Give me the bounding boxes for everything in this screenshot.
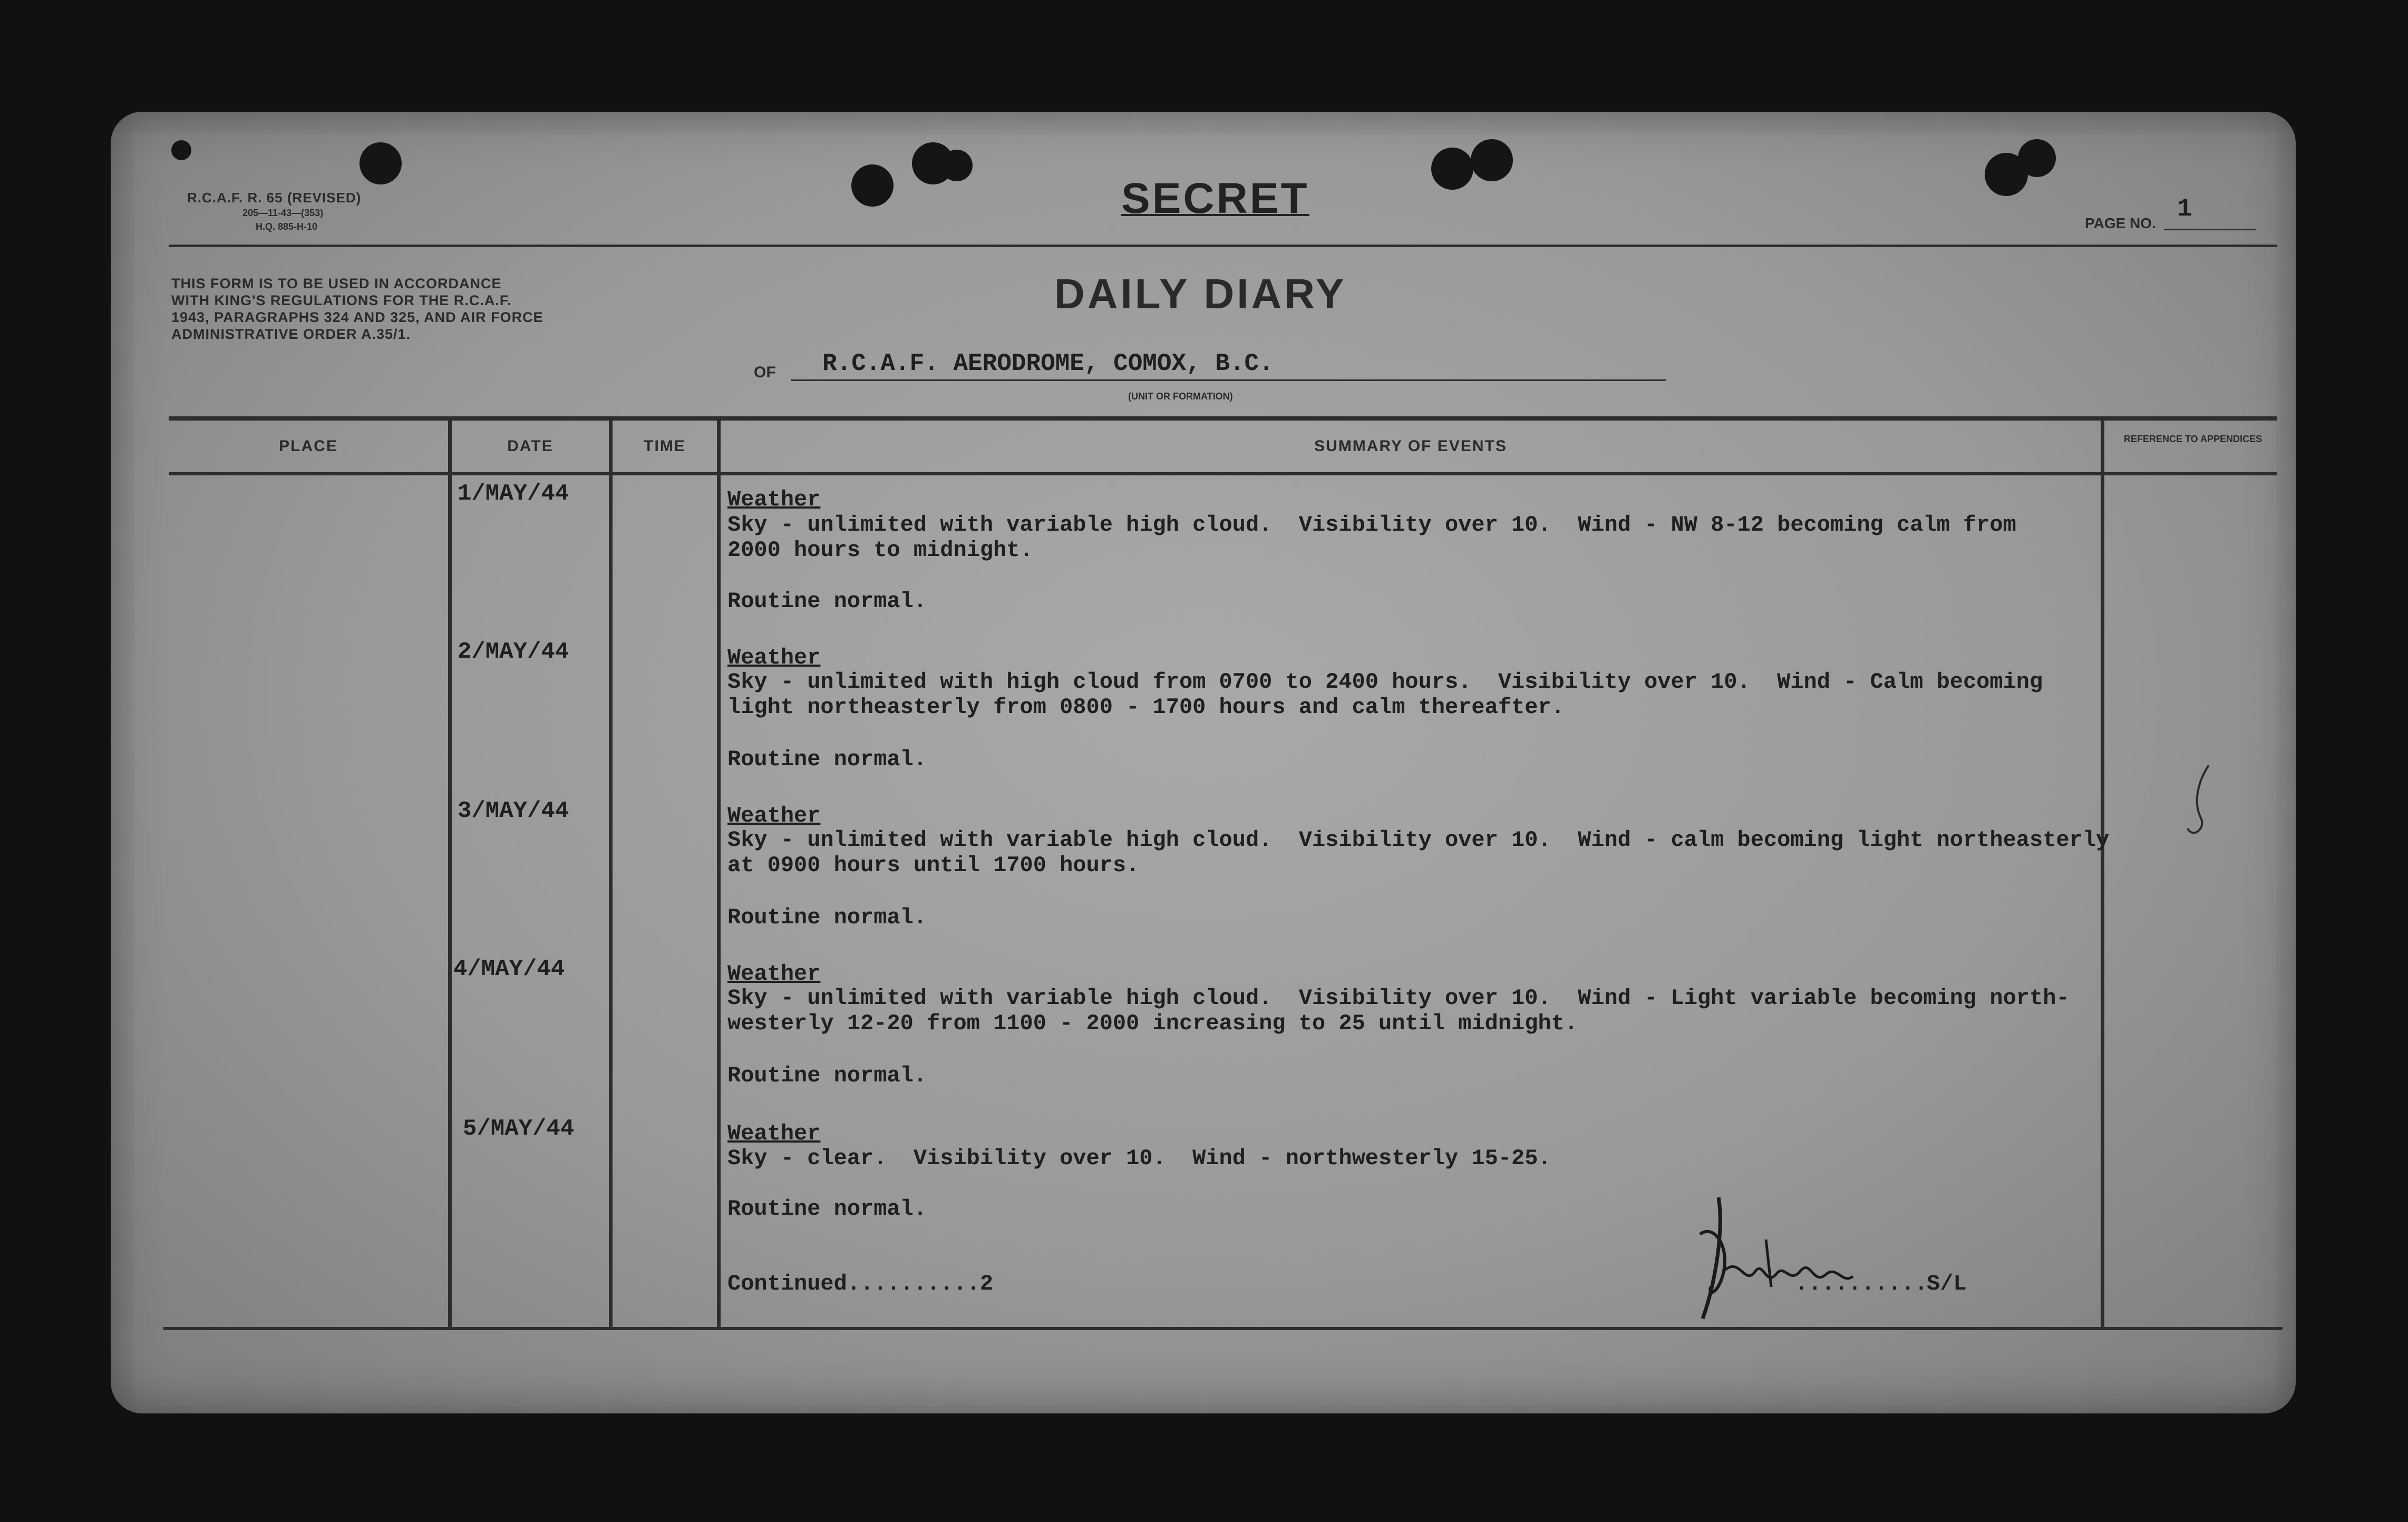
table-top-rule: [169, 416, 2277, 421]
unit-underline: [791, 379, 1666, 381]
entry-heading: Weather: [727, 645, 821, 670]
punch-hole: [1431, 148, 1473, 190]
punch-hole: [360, 142, 402, 184]
column-header-date: DATE: [507, 437, 554, 455]
entry-line: Sky - unlimited with variable high cloud. Visibility over 10. Wind - NW 8-12 becoming calm from: [727, 512, 2016, 538]
column-divider: [609, 416, 613, 1328]
column-header-time: TIME: [644, 437, 686, 455]
column-header-summary: SUMMARY OF EVENTS: [1314, 437, 1507, 455]
diary-page: [111, 112, 2296, 1413]
punch-hole: [851, 164, 894, 207]
entry-note: Routine normal.: [727, 905, 927, 930]
entry-line: 2000 hours to midnight.: [727, 538, 1033, 563]
entry-line: Sky - unlimited with high cloud from 0700 to 2400 hours. Visibility over 10. Wind - Calm becoming: [727, 669, 2043, 695]
form-code-2: H.Q. 885-H-10: [256, 221, 318, 232]
entry-date: 1/MAY/44: [458, 481, 569, 507]
punch-hole: [941, 150, 973, 181]
signature-rank: S/L: [1927, 1271, 1967, 1296]
column-divider: [717, 416, 721, 1328]
header-rule: [169, 245, 2277, 247]
punch-hole: [171, 140, 191, 160]
column-divider: [2101, 416, 2104, 1328]
page-label: PAGE NO.: [2085, 215, 2156, 231]
entry-note: Routine normal.: [727, 589, 927, 614]
column-header-reference: REFERENCE TO APPENDICES: [2123, 434, 2263, 444]
entry-line: light northeasterly from 0800 - 1700 hours and calm thereafter.: [727, 695, 1565, 720]
entry-date: 3/MAY/44: [458, 798, 569, 824]
column-divider: [448, 416, 452, 1328]
table-bottom-rule: [163, 1327, 2283, 1330]
form-id: R.C.A.F. R. 65 (REVISED): [187, 190, 362, 206]
form-instructions: [171, 275, 604, 343]
entry-line: westerly 12-20 from 1100 - 2000 increasing to 25 until midnight.: [727, 1011, 1578, 1036]
page-title: DAILY DIARY: [1054, 270, 1347, 317]
signature-mark: [1687, 1166, 1908, 1334]
entry-heading: Weather: [727, 961, 821, 987]
unit-name: R.C.A.F. AERODROME, COMOX, B.C.: [822, 350, 1274, 377]
unit-caption: (UNIT OR FORMATION): [1128, 391, 1233, 402]
form-code-1: 205—11-43—(353): [242, 208, 324, 218]
punch-hole: [1471, 139, 1513, 181]
entry-note: Routine normal.: [727, 1196, 927, 1222]
entry-line: Sky - unlimited with variable high cloud. Visibility over 10. Wind - Light variable becoming north-: [727, 986, 2070, 1011]
instruction-line: 1943, PARAGRAPHS 324 AND 325, AND AIR FORCE: [171, 309, 543, 325]
entry-heading: Weather: [727, 487, 821, 512]
page-number: 1: [2177, 195, 2192, 223]
classification-stamp: SECRET: [1121, 174, 1309, 222]
entry-note: Routine normal.: [727, 1063, 927, 1088]
punch-hole: [2018, 139, 2056, 177]
column-header-place: PLACE: [279, 437, 338, 455]
table-header-rule: [169, 472, 2277, 475]
entry-note: Routine normal.: [727, 747, 927, 772]
entry-date: 5/MAY/44: [463, 1116, 575, 1142]
margin-mark: [2177, 760, 2219, 844]
entry-line: Sky - unlimited with variable high cloud. Visibility over 10. Wind - calm becoming light northeasterly: [727, 827, 2110, 853]
instruction-line: THIS FORM IS TO BE USED IN ACCORDANCE: [171, 276, 502, 291]
instruction-line: ADMINISTRATIVE ORDER A.35/1.: [171, 326, 411, 342]
of-label: OF: [754, 364, 776, 381]
entry-line: at 0900 hours until 1700 hours.: [727, 853, 1140, 878]
entry-date: 2/MAY/44: [458, 639, 569, 665]
entry-date: 4/MAY/44: [453, 956, 565, 982]
continued-note: Continued..........2: [727, 1271, 994, 1296]
entry-heading: Weather: [727, 1121, 821, 1146]
instruction-line: WITH KING'S REGULATIONS FOR THE R.C.A.F.: [171, 292, 512, 308]
page-number-underline: [2164, 229, 2256, 230]
entry-heading: Weather: [727, 803, 821, 828]
signature-dots: ..........: [1795, 1271, 1928, 1296]
entry-line: Sky - clear. Visibility over 10. Wind - northwesterly 15-25.: [727, 1146, 1551, 1171]
